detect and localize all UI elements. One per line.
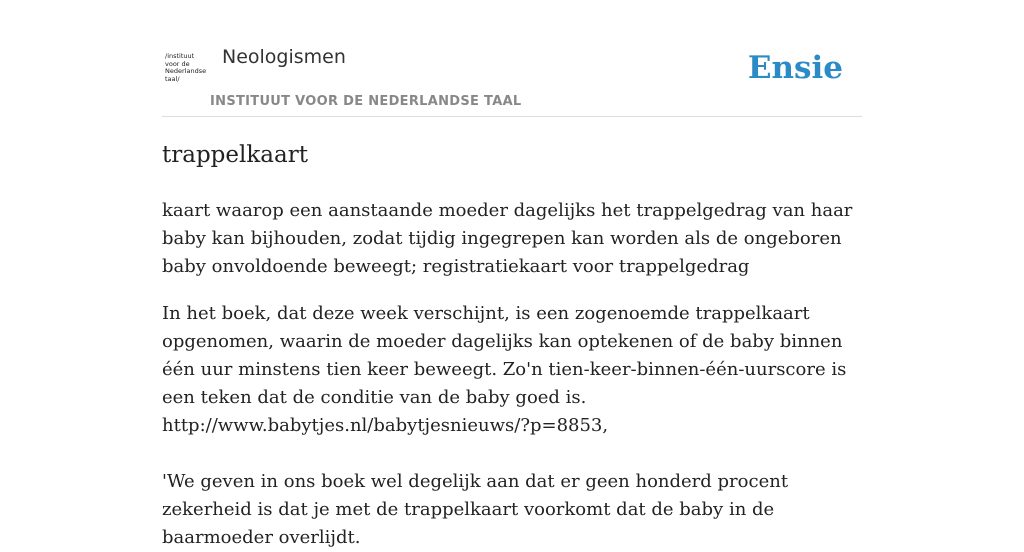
entry-term: trappelkaart	[162, 142, 308, 168]
logo-line: voor de	[165, 59, 190, 68]
logo-line: Nederlandse	[165, 67, 207, 75]
site-name-link[interactable]: Neologismen	[222, 46, 346, 68]
citation-text: In het boek, dat deze week verschijnt, is een zogenoemde trappelkaart opgenomen, waarin de moeder dagelijks kan optekenen of de baby binnen één uur minstens tien keer beweegt. Zo'n tien-keer-binnen-één-uurscore is een teken dat de conditie van de baby goed is.	[162, 303, 847, 408]
entry-definition: kaart waarop een aanstaande moeder dagelijks het trappelgedrag van haar baby kan bijhouden, zodat tijdig ingegrepen kan worden als de ongeboren baby onvoldoende beweegt; registratiekaart voor trappelgedrag	[162, 200, 853, 277]
ensie-brand-link[interactable]: Ensie	[747, 50, 843, 86]
logo-line: taal/	[165, 74, 180, 83]
logo-line: /instituut	[165, 52, 195, 60]
citation-text: 'We geven in ons boek wel degelijk aan dat er geen honderd procent zekerheid is dat je met de trappelkaart voorkomt dat de baby in de baarmoeder overlijdt.	[162, 471, 789, 548]
institute-name: INSTITUUT VOOR DE NEDERLANDSE TAAL	[210, 94, 522, 109]
citation-source: http://www.babytjes.nl/babytjesnieuws/?p=8853,	[162, 415, 609, 436]
entry-content	[162, 139, 862, 552]
institute-logo[interactable]	[165, 53, 207, 91]
site-header	[162, 40, 862, 117]
entry-citations	[162, 300, 862, 552]
spacer	[162, 440, 862, 468]
